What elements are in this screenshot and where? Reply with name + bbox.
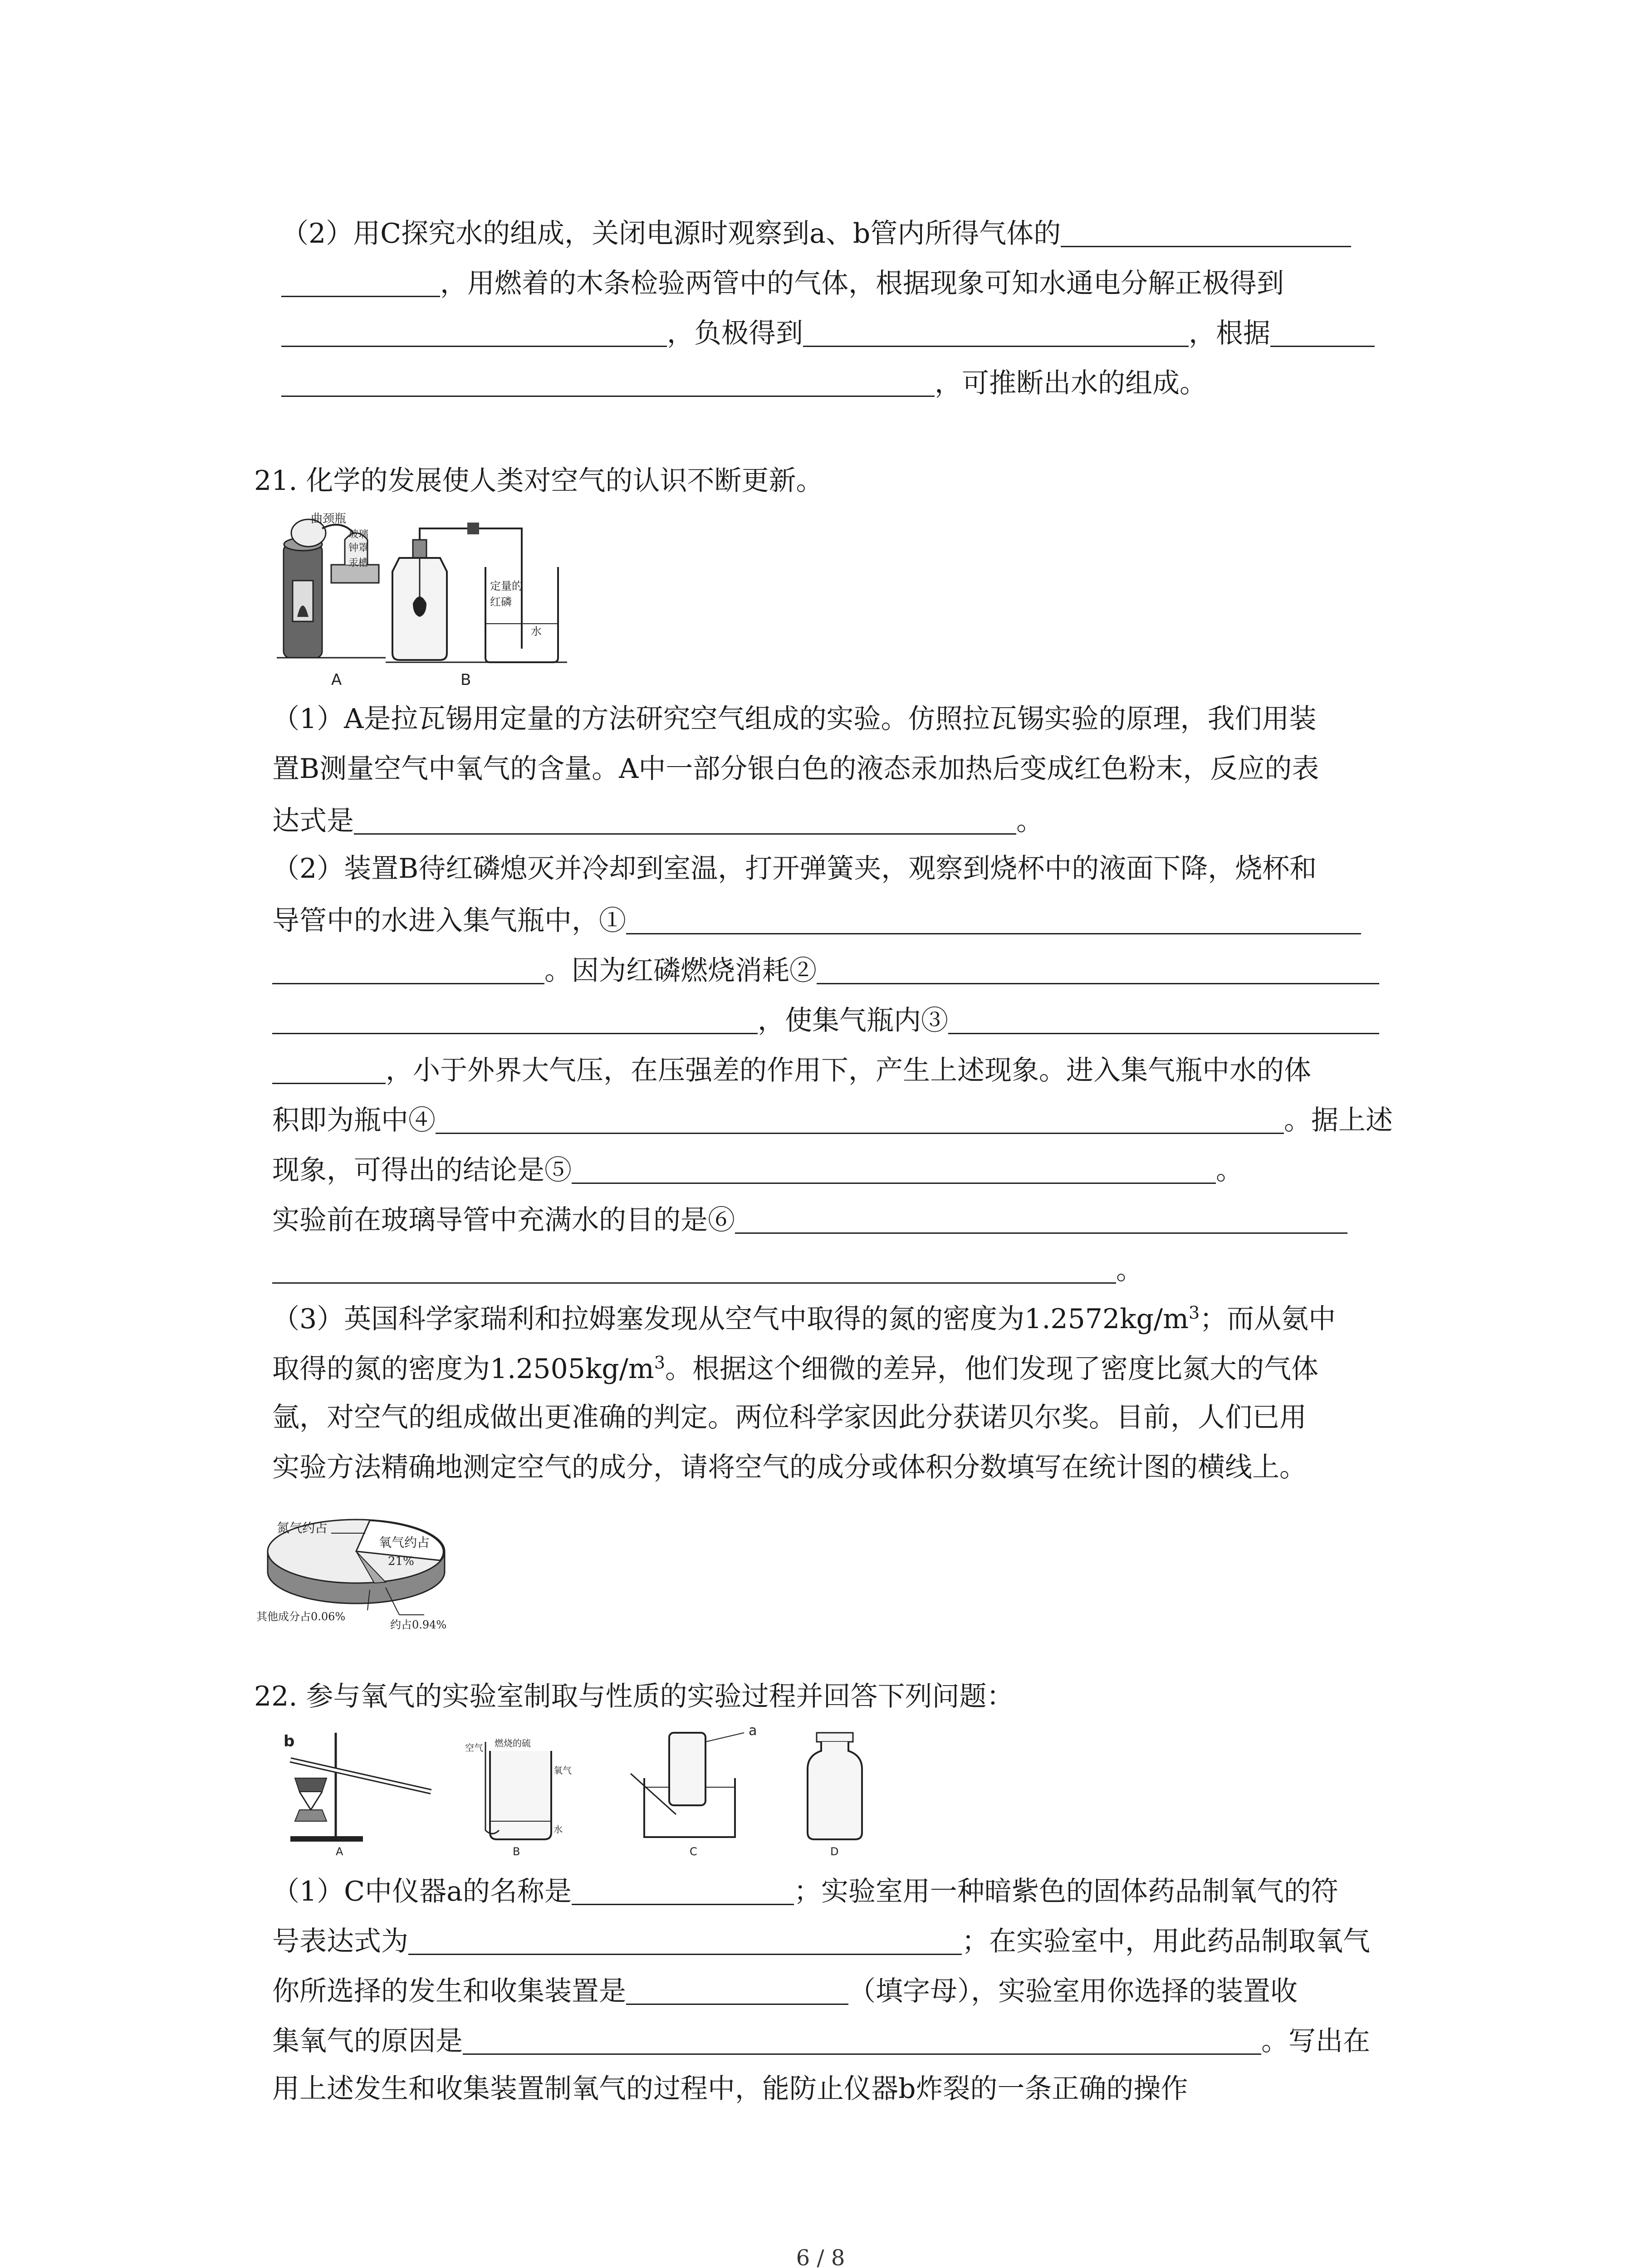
q21-apparatus-figure	[277, 513, 581, 689]
red-phosphorus-label-2: 红磷	[490, 596, 512, 608]
answer-blank[interactable]	[272, 1005, 758, 1034]
q21-stem: 21. 化学的发展使人类对空气的认识不断更新。	[254, 465, 823, 497]
answer-blank[interactable]	[272, 1055, 386, 1084]
answer-blank[interactable]	[1270, 318, 1375, 347]
q21-p3-line-1: （3）英国科学家瑞利和拉姆塞发现从空气中取得的氮的密度为$1.2572kg/m^3$；而从氨中	[272, 1303, 1336, 1335]
answer-blank[interactable]	[354, 805, 1016, 835]
q21-p2-line-3: 。因为红磷燃烧消耗②	[272, 955, 1379, 984]
answer-blank[interactable]	[626, 1975, 848, 2005]
answer-blank[interactable]	[735, 1204, 1347, 1234]
q22-p1-line-4: 集氧气的原因是 。写出在	[272, 2025, 1370, 2057]
glass-label: 玻璃	[348, 529, 369, 540]
answer-blank[interactable]	[1061, 218, 1351, 247]
red-phosphorus-label-1: 定量的	[490, 580, 523, 592]
answer-blank[interactable]	[572, 1154, 1216, 1184]
q21-p2-line-7: 现象，可得出的结论是⑤ 。	[272, 1154, 1243, 1186]
answer-blank[interactable]	[817, 955, 1379, 984]
answer-blank[interactable]	[626, 905, 1361, 934]
answer-blank[interactable]	[463, 2025, 1261, 2055]
air-label: 空气	[465, 1742, 483, 1753]
water-label-b: 水	[554, 1824, 563, 1835]
q21-p2-line-9: 。	[272, 1254, 1143, 1284]
q22-p1-line-2: 号表达式为 ；在实验室中，用此药品制取氧气	[272, 1926, 1370, 1957]
q20-line-1: （2）用C探究水的组成，关闭电源时观察到a、b管内所得气体的	[281, 218, 1351, 247]
q21-p2-line-1: （2）装置B待红磷熄灭并冷却到室温，打开弹簧夹，观察到烧杯中的液面下降，烧杯和	[272, 853, 1317, 885]
q22-p1-line-5: 用上述发生和收集装置制氧气的过程中，能防止仪器b炸裂的一条正确的操作	[272, 2073, 1188, 2105]
q20-line-4: ，可推断出水的组成。	[281, 367, 1207, 397]
page-number: 6 / 8	[796, 2245, 845, 2268]
water-label: 水	[531, 625, 542, 638]
answer-blank[interactable]	[281, 318, 667, 347]
answer-blank[interactable]	[272, 955, 544, 984]
answer-blank[interactable]	[281, 268, 440, 297]
figure-label-a: A	[331, 671, 342, 689]
q21-p2-line-5: ，小于外界大气压，在压强差的作用下，产生上述现象。进入集气瓶中水的体	[272, 1055, 1311, 1084]
q21-p2-line-8: 实验前在玻璃导管中充满水的目的是⑥	[272, 1204, 1347, 1234]
answer-blank[interactable]	[436, 1105, 1284, 1134]
q20-line-2: ，用燃着的木条检验两管中的气体，根据现象可知水通电分解正极得到	[281, 268, 1284, 297]
figure-label-a: A	[336, 1845, 343, 1858]
q21-p2-line-2: 导管中的水进入集气瓶中，①	[272, 905, 1361, 934]
answer-blank[interactable]	[272, 1254, 1116, 1284]
bell-jar-label: 钟罩	[348, 543, 369, 554]
q22-apparatus-figure	[281, 1724, 894, 1860]
burning-sulfur-label: 燃烧的硫	[495, 1738, 531, 1749]
answer-blank[interactable]	[948, 1005, 1379, 1034]
q21-p3-line-2: 取得的氮的密度为$1.2505kg/m^3$。根据这个细微的差异，他们发现了密度比氮大的气体	[272, 1353, 1319, 1385]
pie-label-nitrogen: 氮气约占	[277, 1520, 328, 1535]
q21-p1-line-3: 达式是 。	[272, 805, 1043, 837]
figure-label-b: B	[460, 671, 471, 689]
retort-label: 曲颈瓶	[311, 513, 347, 526]
air-composition-pie-figure	[254, 1492, 481, 1633]
q20-line-3: ，负极得到 ，根据	[281, 318, 1375, 347]
q21-p2-line-4: ，使集气瓶内③	[272, 1005, 1379, 1034]
figure-label-c: C	[690, 1845, 697, 1858]
q22-p1-line-1: （1）C中仪器a的名称是 ；实验室用一种暗紫色的固体药品制氧气的符	[272, 1876, 1338, 1907]
figure-label-b-small: b	[284, 1732, 295, 1750]
q21-p1-line-1: （1）A是拉瓦锡用定量的方法研究空气组成的实验。仿照拉瓦锡实验的原理，我们用装	[272, 703, 1317, 735]
mercury-trough-label: 汞槽	[348, 557, 369, 569]
q21-p2-line-6: 积即为瓶中④ 。据上述	[272, 1105, 1393, 1136]
pie-label-oxygen-pct: 21%	[388, 1554, 414, 1568]
q22-p1-line-3: 你所选择的发生和收集装置是 （填字母），实验室用你选择的装置收	[272, 1975, 1298, 2007]
pie-label-other: 其他成分占0.06%	[256, 1610, 346, 1623]
pie-label-oxygen: 氧气约占	[379, 1535, 430, 1550]
oxygen-label: 氧气	[554, 1765, 572, 1776]
answer-blank[interactable]	[408, 1926, 962, 1955]
q22-stem: 22. 参与氧气的实验室制取与性质的实验过程并回答下列问题：	[254, 1681, 1014, 1712]
answer-blank[interactable]	[803, 318, 1189, 347]
q21-p3-line-3: 氩，对空气的组成做出更准确的判定。两位科学家因此分获诺贝尔奖。目前，人们已用	[272, 1402, 1307, 1433]
answer-blank[interactable]	[572, 1876, 794, 1905]
figure-label-a-small: a	[749, 1724, 757, 1739]
answer-blank[interactable]	[281, 367, 935, 397]
q21-p1-line-2: 置B测量空气中氧气的含量。A中一部分银白色的液态汞加热后变成红色粉末，反应的表	[272, 753, 1319, 785]
figure-label-d: D	[830, 1845, 839, 1858]
figure-label-b: B	[513, 1845, 520, 1858]
q21-p3-line-4: 实验方法精确地测定空气的成分，请将空气的成分或体积分数填写在统计图的横线上。	[272, 1452, 1307, 1483]
pie-label-argon: 约占0.94%	[390, 1618, 447, 1631]
